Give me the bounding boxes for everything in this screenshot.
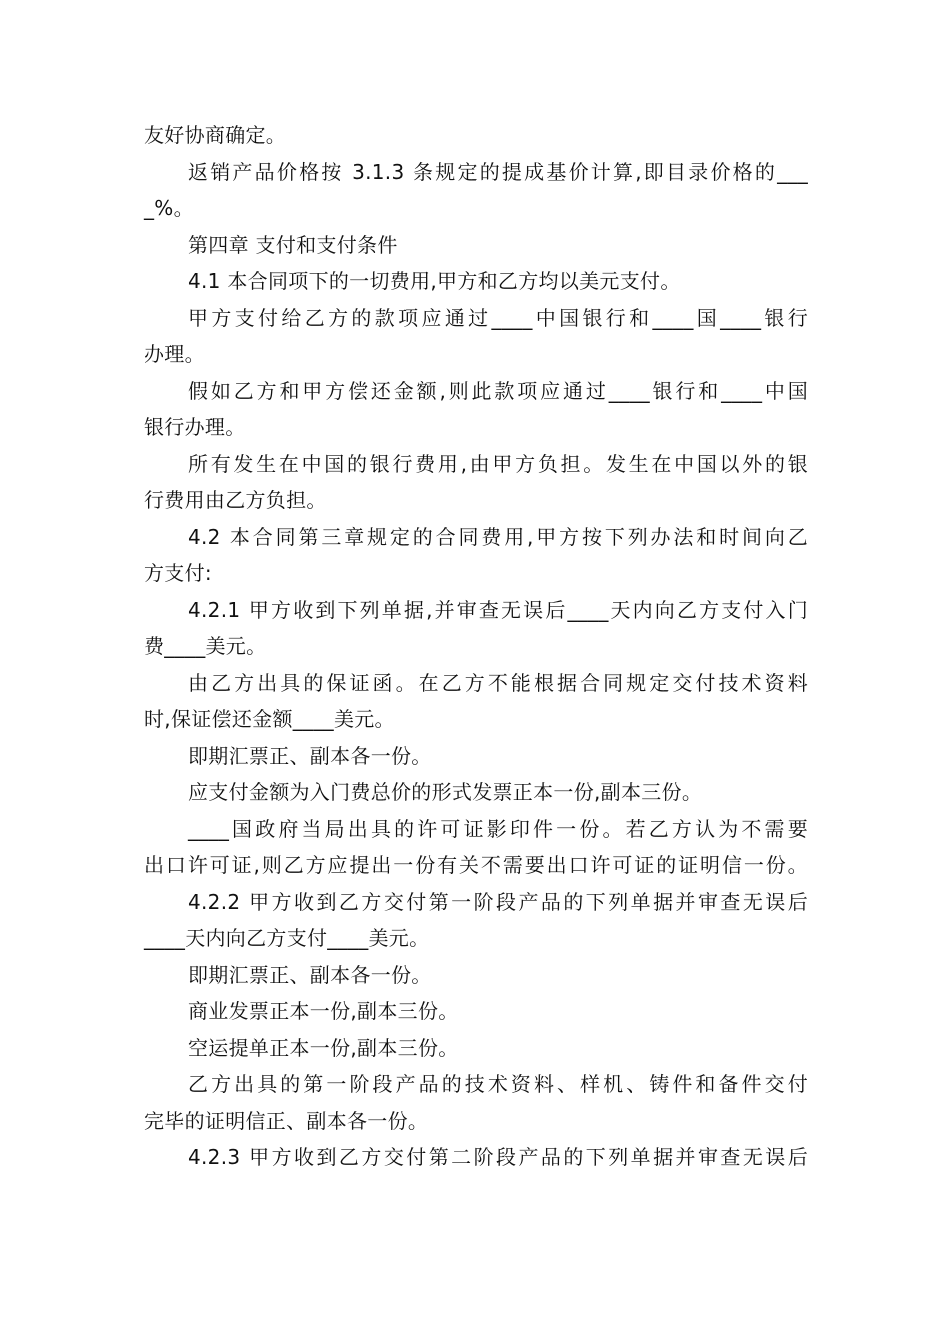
text-line: 时,保证偿还金额____美元。 (144, 707, 395, 731)
text-line: ____国政府当局出具的许可证影印件一份。若乙方认为不需要 (188, 816, 808, 841)
text-line: 出口许可证,则乙方应提出一份有关不需要出口许可证的证明信一份。 (144, 853, 808, 877)
text-line: 4.2.1 甲方收到下列单据,并审查无误后____天内向乙方支付入门 (188, 597, 808, 622)
text-line: 4.2.3 甲方收到乙方交付第二阶段产品的下列单据并审查无误后 (188, 1145, 808, 1169)
text-line: 甲方支付给乙方的款项应通过____中国银行和____国____银行 (188, 305, 808, 330)
text-line: 商业发票正本一份,副本三份。 (188, 999, 459, 1023)
text-line: 费____美元。 (144, 634, 267, 658)
text-line: 假如乙方和甲方偿还金额,则此款项应通过____银行和____中国 (188, 378, 808, 403)
text-line: 由乙方出具的保证函。在乙方不能根据合同规定交付技术资料 (188, 670, 808, 695)
text-line: 银行办理。 (144, 415, 246, 439)
text-line: 4.1 本合同项下的一切费用,甲方和乙方均以美元支付。 (188, 269, 681, 293)
text-line: 4.2 本合同第三章规定的合同费用,甲方按下列办法和时间向乙 (188, 524, 808, 549)
text-line: 4.2.2 甲方收到乙方交付第一阶段产品的下列单据并审查无误后 (188, 889, 808, 914)
text-line: 第四章 支付和支付条件 (188, 232, 398, 257)
text-line: 所有发生在中国的银行费用,由甲方负担。发生在中国以外的银 (188, 451, 808, 476)
text-line: 返销产品价格按 3.1.3 条规定的提成基价计算,即目录价格的___ (188, 159, 808, 184)
text-line: 友好协商确定。 (144, 123, 287, 147)
text-line: 应支付金额为入门费总价的形式发票正本一份,副本三份。 (188, 780, 703, 804)
text-line: 方支付: (144, 561, 212, 585)
text-line: 即期汇票正、副本各一份。 (188, 743, 432, 768)
text-line: 完毕的证明信正、副本各一份。 (144, 1108, 429, 1133)
text-line: 乙方出具的第一阶段产品的技术资料、样机、铸件和备件交付 (188, 1072, 808, 1096)
text-line: 办理。 (144, 342, 205, 366)
text-line: 空运提单正本一份,副本三份。 (188, 1035, 459, 1060)
text-line: _%。 (144, 196, 194, 220)
text-line: ____天内向乙方支付____美元。 (144, 926, 430, 950)
document-page (144, 117, 808, 1176)
text-line: 行费用由乙方负担。 (144, 488, 327, 512)
text-line: 即期汇票正、副本各一份。 (188, 962, 432, 987)
